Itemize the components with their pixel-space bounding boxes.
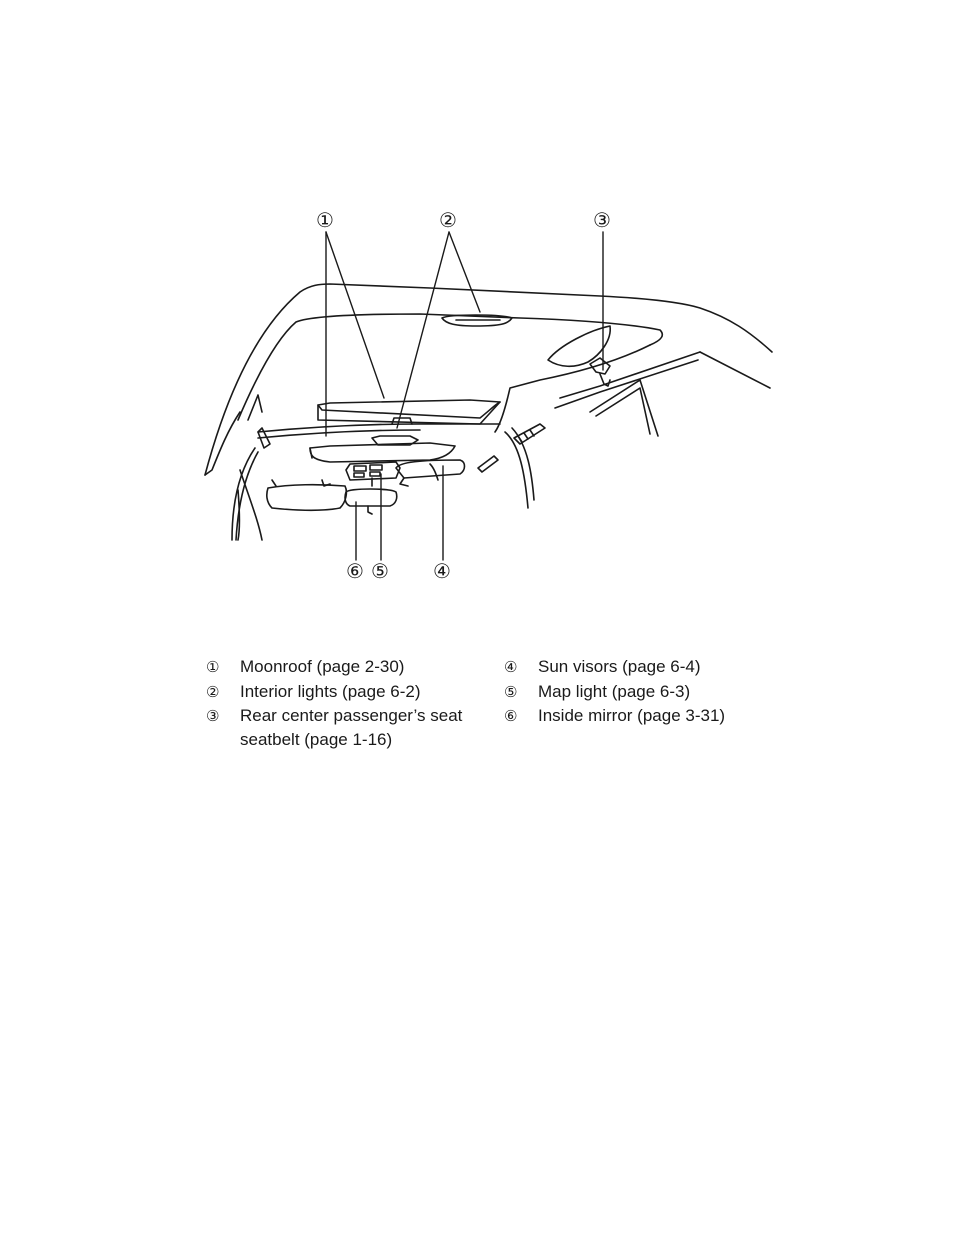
callout-6: ⑥ [346, 559, 364, 583]
legend-label: Rear center passenger’s seat [240, 706, 463, 725]
legend-item-seatbelt [206, 704, 496, 752]
callout-1: ① [316, 208, 334, 232]
callout-3: ③ [593, 208, 611, 232]
legend-label-continued: seatbelt (page 1-16) [240, 730, 393, 749]
callout-4: ④ [433, 559, 451, 583]
legend-item-interior-lights [206, 680, 496, 704]
callout-5: ⑤ [371, 559, 389, 583]
headliner-edge [238, 314, 662, 420]
legend-item-inside-mirror [504, 704, 764, 728]
legend-number: ① [206, 658, 220, 676]
legend-label: Moonroof (page 2-30) [240, 657, 405, 676]
legend-label: Inside mirror (page 3-31) [538, 706, 726, 725]
legend-label: Sun visors (page 6-4) [538, 657, 701, 676]
roof-outline [205, 284, 772, 475]
legend-item-sun-visors [504, 655, 764, 679]
ceiling-illustration [0, 0, 954, 620]
legend-label: Map light (page 6-3) [538, 682, 691, 701]
legend-number: ⑥ [504, 707, 518, 725]
legend-number: ② [206, 683, 220, 701]
sun-visor-right [396, 460, 465, 478]
legend-number: ③ [206, 707, 220, 725]
seatbelt-housing [548, 326, 610, 366]
callout-2: ② [439, 208, 457, 232]
legend-item-map-light [504, 680, 764, 704]
moonroof-panel [318, 400, 500, 418]
legend-number: ⑤ [504, 683, 518, 701]
inside-mirror [345, 489, 397, 506]
legend-label: Interior lights (page 6-2) [240, 682, 421, 701]
legend-item-moonroof [206, 655, 496, 679]
legend-number: ④ [504, 658, 518, 676]
sun-visor-left [267, 485, 347, 511]
